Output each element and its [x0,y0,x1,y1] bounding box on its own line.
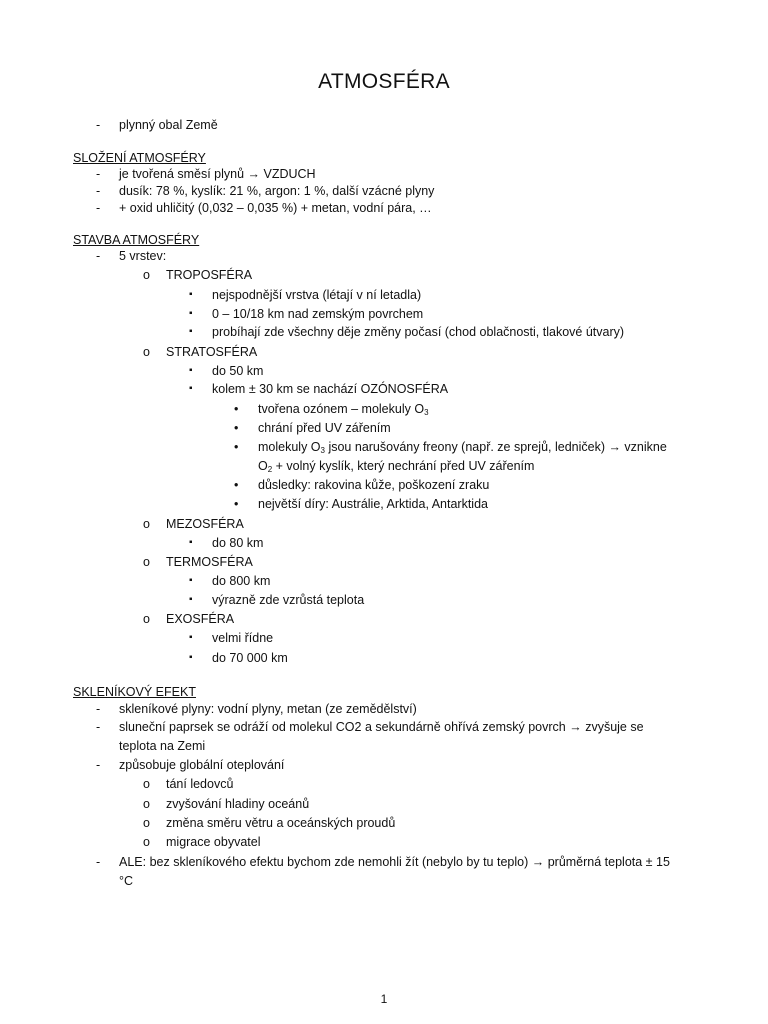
bullet-marker: • [234,421,239,435]
square-marker: ▪ [189,326,193,337]
greenhouse-item: sluneční paprsek se odráží od molekul CO2 a sekundárně ohřívá zemský povrch → zvyšuje se [119,720,644,734]
dash-marker: - [96,201,101,215]
document-title: ATMOSFÉRA [318,70,450,93]
dash-marker: - [96,118,101,132]
layer-name-troposphere: TROPOSFÉRA [166,268,253,282]
square-marker: ▪ [189,594,193,605]
layer-name-thermosphere: TERMOSFÉRA [166,555,253,569]
ozone-item: důsledky: rakovina kůže, poškození zraku [258,478,490,492]
circle-marker: o [143,835,150,849]
layer-item: do 80 km [212,536,264,550]
ozone-item: největší díry: Austrálie, Arktida, Antarktida [258,497,488,511]
greenhouse-subitem: zvyšování hladiny oceánů [166,797,310,811]
ozone-item-continuation: $O_2$ + volný kyslík, který nechrání před UV zářením [258,459,535,474]
greenhouse-item-continuation: °C [119,874,134,888]
circle-marker: o [143,517,150,531]
layer-item: 0 – 10/18 km nad zemským povrchem [212,307,424,321]
dash-marker: - [96,758,101,772]
greenhouse-item: skleníkové plyny: vodní plyny, metan (ze zemědělství) [119,702,417,716]
layer-item: velmi řídne [212,631,274,645]
structure-intro: 5 vrstev: [119,249,167,263]
layer-item: kolem ± 30 km se nachází OZÓNOSFÉRA [212,382,449,396]
bullet-marker: • [234,402,239,416]
layer-item: výrazně zde vzrůstá teplota [212,593,365,607]
composition-item: je tvořená směsí plynů → VZDUCH [119,167,316,181]
section-heading-structure: STAVBA ATMOSFÉRY [73,233,200,247]
layer-item: do 800 km [212,574,271,588]
layer-item: do 50 km [212,364,264,378]
layer-item: do 70 000 km [212,651,288,665]
layer-item: nejspodnější vrstva (létají v ní letadla) [212,288,422,302]
intro-text: plynný obal Země [119,118,218,132]
square-marker: ▪ [189,383,193,394]
dash-marker: - [96,702,101,716]
greenhouse-subitem: změna směru větru a oceánských proudů [166,816,396,830]
square-marker: ▪ [189,652,193,663]
greenhouse-item: způsobuje globální oteplování [119,758,285,772]
circle-marker: o [143,612,150,626]
dash-marker: - [96,855,101,869]
layer-name-exosphere: EXOSFÉRA [166,612,235,626]
circle-marker: o [143,816,150,830]
dash-marker: - [96,720,101,734]
section-heading-greenhouse: SKLENÍKOVÝ EFEKT [73,685,196,699]
dash-marker: - [96,249,101,263]
ozone-item: chrání před UV zářením [258,421,391,435]
composition-item: dusík: 78 %, kyslík: 21 %, argon: 1 %, další vzácné plyny [119,184,435,198]
ozone-item: tvořena ozónem – molekuly $O_3$ [258,402,429,417]
square-marker: ▪ [189,308,193,319]
greenhouse-item-continuation: teplota na Zemi [119,739,206,753]
greenhouse-subitem: tání ledovců [166,777,234,791]
ozone-item: molekuly $O_3$ jsou narušovány freony (např. ze sprejů, ledniček) → vznikne [258,440,667,455]
square-marker: ▪ [189,575,193,586]
square-marker: ▪ [189,537,193,548]
dash-marker: - [96,184,101,198]
composition-item: + oxid uhličitý (0,032 – 0,035 %) + metan, vodní pára, … [119,201,432,215]
layer-name-mesosphere: MEZOSFÉRA [166,517,244,531]
circle-marker: o [143,345,150,359]
circle-marker: o [143,268,150,282]
bullet-marker: • [234,440,239,454]
bullet-marker: • [234,478,239,492]
circle-marker: o [143,777,150,791]
layer-name-stratosphere: STRATOSFÉRA [166,345,258,359]
layer-item: probíhají zde všechny děje změny počasí (chod oblačnosti, tlakové útvary) [212,325,625,339]
circle-marker: o [143,555,150,569]
page-number: 1 [380,992,388,1006]
square-marker: ▪ [189,365,193,376]
dash-marker: - [96,167,101,181]
square-marker: ▪ [189,632,193,643]
greenhouse-item: ALE: bez skleníkového efektu bychom zde nemohli žít (nebylo by tu teplo) → průměrná teplota ± 15 [119,855,670,869]
square-marker: ▪ [189,289,193,300]
circle-marker: o [143,797,150,811]
greenhouse-subitem: migrace obyvatel [166,835,261,849]
bullet-marker: • [234,497,239,511]
section-heading-composition: SLOŽENÍ ATMOSFÉRY [73,151,206,165]
